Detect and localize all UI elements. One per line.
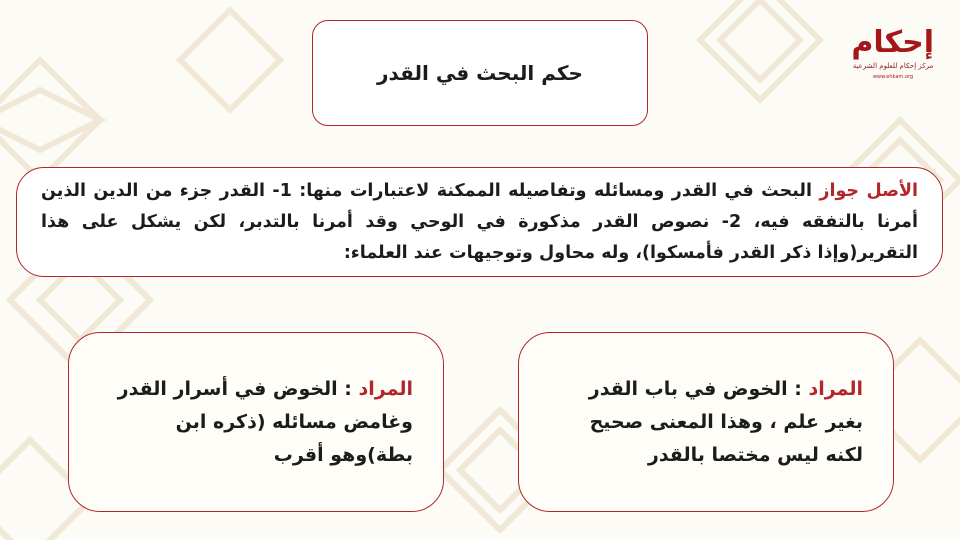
card-right [518,332,894,512]
card-right-body: : الخوض في باب القدر بغير علم ، وهذا المعنى صحيح لكنه ليس مختصا بالقدر [588,377,863,466]
intro-lead: الأصل جواز [819,181,919,201]
card-left [68,332,444,512]
logo-subtitle: مركز إحكام للعلوم الشرعية [852,62,934,70]
card-left-body: : الخوض في أسرار القدر وغامض مسائله (ذكره ابن بطة)وهو أقرب [117,377,413,466]
intro-paragraph [41,176,918,269]
logo-wordmark: إحكام [851,25,934,60]
card-left-label: المراد [358,377,413,400]
card-right-text [549,373,863,472]
slide-title: حكم البحث في القدر [377,61,583,85]
logo-tagline: www.ehkam.org [872,74,914,80]
intro-box [16,167,943,277]
brand-logo [852,26,934,90]
title-box [312,20,648,126]
card-right-label: المراد [808,377,863,400]
intro-body: البحث في القدر ومسائله وتفاصيله الممكنة لاعتبارات منها: 1- القدر جزء من الدين الذين أمرنا بالتفقه فيه، 2- نصوص القدر مذكورة في الوحي وقد أمرنا بالتدبر، لكن يشكل على هذا التقرير(وإذا ذكر القدر فأمسكوا)، وله محاول وتوجيهات عند العلماء: [41,181,918,263]
card-left-text [99,373,413,472]
